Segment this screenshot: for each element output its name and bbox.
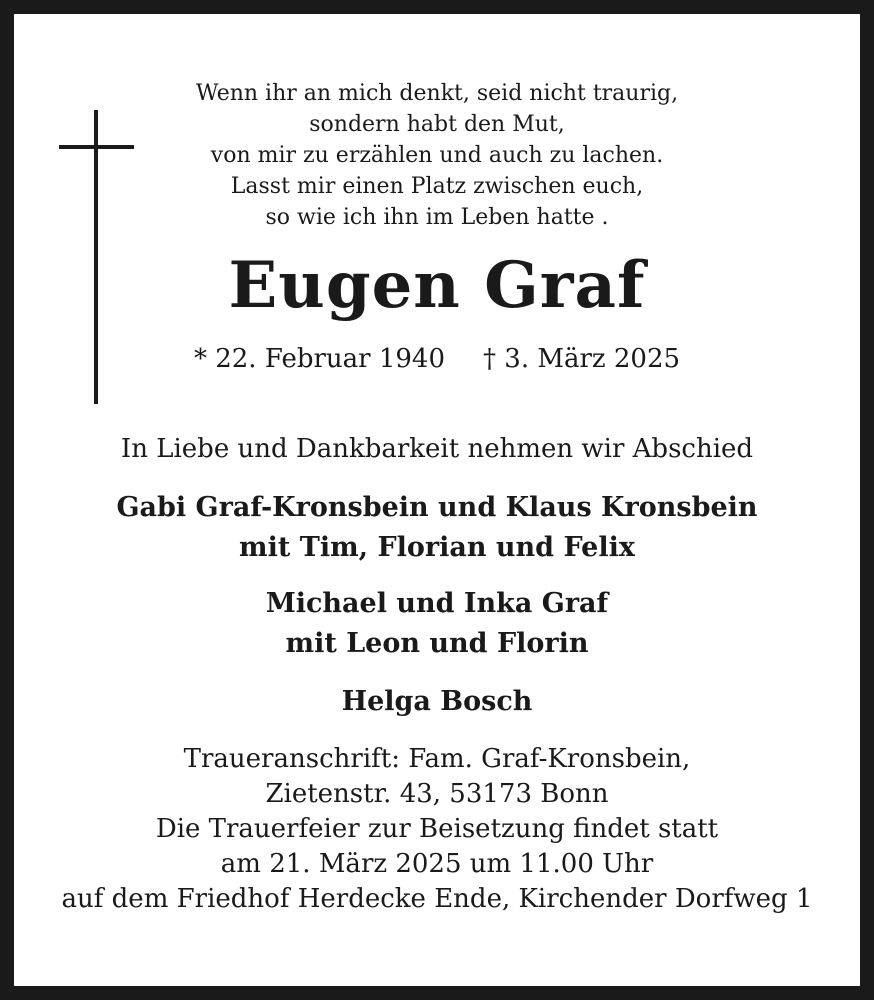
mourner-line: Michael und Inka Graf	[265, 588, 609, 619]
info-line: am 21. März 2025 um 11.00 Uhr	[220, 849, 654, 879]
verse-line: Lasst mir einen Platz zwischen euch,	[230, 174, 644, 199]
farewell-text: In Liebe und Dankbarkeit nehmen wir Abschied	[120, 434, 754, 464]
verse-line: von mir zu erzählen und auch zu lachen.	[210, 143, 664, 168]
death-date: † 3. März 2025	[483, 344, 681, 374]
deceased-name: Eugen Graf	[228, 248, 646, 323]
service-info	[14, 742, 860, 917]
obituary-notice	[14, 14, 860, 986]
mourner-line: Gabi Graf-Kronsbein und Klaus Kronsbein	[116, 492, 758, 523]
verse-line: Wenn ihr an mich denkt, seid nicht traurig,	[195, 81, 679, 106]
birth-date: * 22. Februar 1940	[193, 344, 446, 374]
mourner-line: mit Tim, Florian und Felix	[239, 532, 635, 563]
info-line: Zietenstr. 43, 53173 Bonn	[265, 779, 609, 809]
info-line: Die Trauerfeier zur Beisetzung findet statt	[155, 814, 719, 844]
info-line: auf dem Friedhof Herdecke Ende, Kirchender Dorfweg 1	[61, 884, 813, 914]
mourner-line: mit Leon und Florin	[285, 628, 589, 659]
mourner-family	[14, 682, 860, 722]
memorial-verse	[14, 78, 860, 233]
mourner-family	[14, 488, 860, 568]
life-dates	[14, 342, 860, 376]
info-line: Traueranschrift: Fam. Graf-Kronsbein,	[183, 744, 691, 774]
verse-line: so wie ich ihn im Leben hatte .	[265, 205, 609, 230]
verse-line: sondern habt den Mut,	[309, 112, 565, 137]
mourner-family	[14, 584, 860, 664]
mourner-line: Helga Bosch	[341, 686, 533, 717]
